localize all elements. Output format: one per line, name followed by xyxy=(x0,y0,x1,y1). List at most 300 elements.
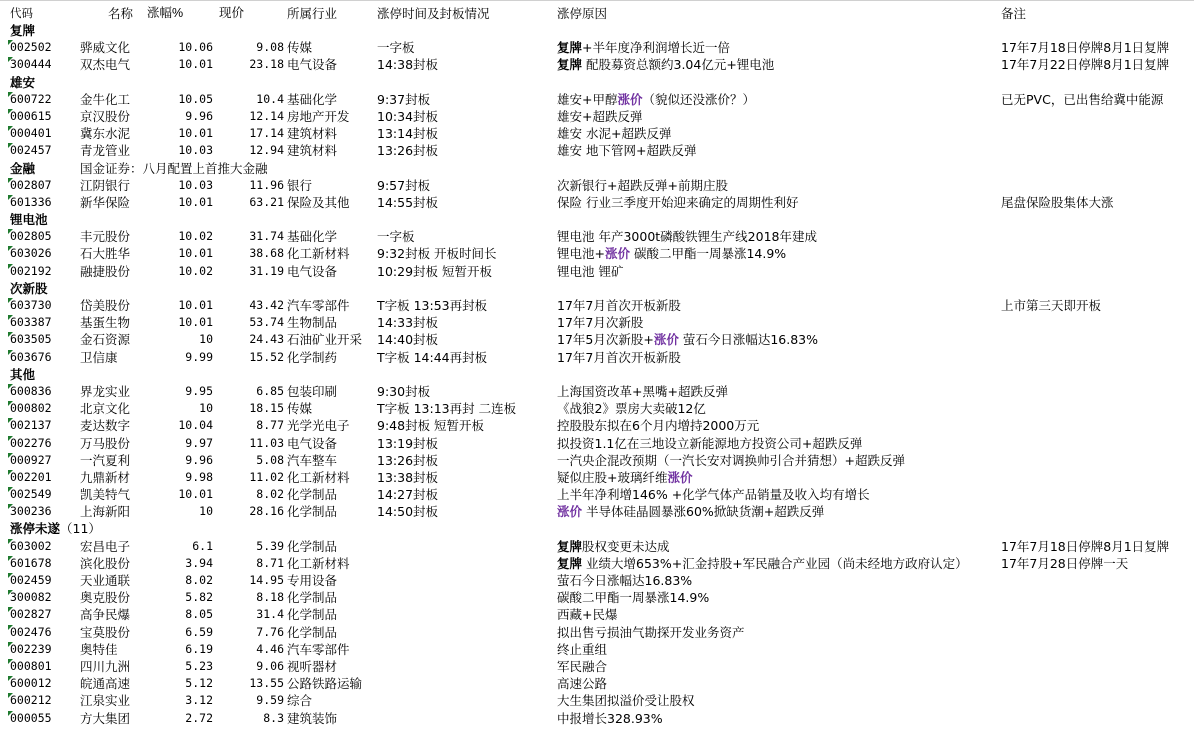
code-cell[interactable]: 601678 xyxy=(10,555,52,570)
name-cell[interactable]: 宝莫股份 xyxy=(80,624,131,640)
name-cell[interactable]: 万马股份 xyxy=(80,435,131,451)
code-cell[interactable]: 002192 xyxy=(10,263,52,278)
seal-cell[interactable]: 14:40封板 xyxy=(377,332,439,348)
reason-cell[interactable] xyxy=(557,710,1000,727)
seal-cell[interactable]: 9:30封板 xyxy=(377,383,431,399)
price-cell[interactable]: 11.03 xyxy=(249,435,284,450)
price-cell[interactable]: 53.74 xyxy=(249,315,284,330)
price-cell[interactable]: 8.18 xyxy=(256,590,284,605)
note-cell[interactable] xyxy=(1001,710,1194,727)
note-cell[interactable]: 已无PVC，已出售给冀中能源 xyxy=(1001,91,1164,107)
code-cell[interactable]: 002807 xyxy=(10,177,52,192)
name-cell[interactable]: 基蛋生物 xyxy=(80,315,131,331)
name-cell[interactable]: 界龙实业 xyxy=(80,383,131,399)
pct-cell[interactable]: 10 xyxy=(199,504,213,519)
header-name[interactable]: 名称 xyxy=(108,6,134,21)
note-cell[interactable] xyxy=(1001,125,1194,142)
seal-cell[interactable] xyxy=(377,606,553,623)
note-cell[interactable] xyxy=(1001,383,1194,400)
header-pct[interactable]: 涨幅% xyxy=(147,6,184,20)
note-cell[interactable] xyxy=(1001,245,1194,262)
industry-cell[interactable]: 石油矿业开采 xyxy=(287,332,363,348)
pct-cell[interactable]: 10 xyxy=(199,332,213,347)
note-cell[interactable] xyxy=(1001,469,1194,486)
section-row xyxy=(0,74,1194,91)
price-cell[interactable]: 8.71 xyxy=(256,555,284,570)
industry-cell[interactable]: 银行 xyxy=(287,177,313,193)
price-cell[interactable]: 17.14 xyxy=(249,126,284,141)
code-cell[interactable]: 000927 xyxy=(10,452,52,467)
seal-cell[interactable]: T字板 13:13再封 二连板 xyxy=(377,401,517,417)
seal-cell[interactable]: T字板 13:53再封板 xyxy=(377,298,488,313)
pct-cell[interactable]: 10.05 xyxy=(178,91,213,106)
name-cell[interactable]: 双杰电气 xyxy=(80,57,131,73)
table-row xyxy=(0,297,1194,314)
price-cell[interactable]: 14.95 xyxy=(249,573,284,587)
industry-cell[interactable]: 化学制品 xyxy=(287,590,338,606)
reason-cell[interactable] xyxy=(557,555,1000,572)
code-cell[interactable]: 002476 xyxy=(10,624,52,639)
pct-cell[interactable]: 8.05 xyxy=(185,607,213,622)
price-cell[interactable]: 10.4 xyxy=(256,91,284,106)
seal-cell[interactable] xyxy=(377,658,553,675)
seal-cell[interactable] xyxy=(377,555,553,572)
industry-cell[interactable]: 传媒 xyxy=(287,40,313,56)
price-cell[interactable]: 24.43 xyxy=(249,332,284,347)
industry-cell[interactable]: 汽车零部件 xyxy=(287,641,350,657)
code-cell[interactable]: 002457 xyxy=(10,143,52,158)
reason-cell[interactable] xyxy=(557,177,1000,194)
code-cell[interactable]: 002276 xyxy=(10,435,52,450)
reason-cell[interactable] xyxy=(557,692,1000,709)
industry-cell[interactable]: 电气设备 xyxy=(287,263,338,279)
code-cell[interactable]: 603730 xyxy=(10,298,52,312)
reason-cell[interactable] xyxy=(557,435,1000,452)
code-cell[interactable]: 300236 xyxy=(10,504,52,519)
pct-cell[interactable]: 2.72 xyxy=(185,710,213,725)
seal-cell[interactable]: 一字板 xyxy=(377,40,415,56)
code-cell[interactable]: 603676 xyxy=(10,349,52,364)
industry-cell[interactable]: 公路铁路运输 xyxy=(287,676,363,692)
seal-cell[interactable]: 14:50封板 xyxy=(377,504,439,520)
name-cell[interactable]: 方大集团 xyxy=(80,710,131,726)
industry-cell[interactable]: 建筑装饰 xyxy=(287,710,338,726)
industry-cell[interactable]: 保险及其他 xyxy=(287,194,350,210)
name-cell[interactable]: 京汉股份 xyxy=(80,108,131,124)
name-cell[interactable]: 丰元股份 xyxy=(80,229,131,245)
name-cell[interactable]: 骅威文化 xyxy=(80,40,131,56)
note-cell[interactable] xyxy=(1001,417,1194,434)
code-cell[interactable]: 002137 xyxy=(10,418,52,433)
section-title[interactable]: 涨停未遂（11） xyxy=(10,521,101,537)
reason-cell[interactable] xyxy=(557,91,1000,108)
reason-cell[interactable] xyxy=(557,675,1000,692)
industry-cell[interactable]: 生物制品 xyxy=(287,315,338,331)
price-cell[interactable]: 13.55 xyxy=(249,676,284,691)
reason-cell[interactable] xyxy=(557,125,1000,142)
header-code[interactable]: 代码 xyxy=(10,6,33,20)
section-title[interactable]: 锂电池 xyxy=(10,212,48,228)
code-cell[interactable]: 000401 xyxy=(10,126,52,141)
reason-cell[interactable] xyxy=(557,452,1000,469)
industry-cell[interactable]: 基础化学 xyxy=(287,91,338,107)
price-cell[interactable]: 18.15 xyxy=(249,401,284,416)
reason-cell[interactable] xyxy=(557,589,1000,606)
name-cell[interactable]: 奥特佳 xyxy=(80,641,118,657)
section-title[interactable]: 金融 xyxy=(10,160,36,176)
reason-text: 疑似庄股+玻璃纤维 xyxy=(557,469,668,485)
seal-cell[interactable]: 9:32封板 开板时间长 xyxy=(377,246,497,262)
note-cell[interactable] xyxy=(1001,435,1194,452)
note-cell[interactable] xyxy=(1001,108,1194,125)
reason-cell[interactable] xyxy=(557,108,1000,125)
price-cell[interactable]: 11.96 xyxy=(249,177,284,192)
industry-cell[interactable]: 建筑材料 xyxy=(287,143,338,159)
industry-cell[interactable]: 电气设备 xyxy=(287,57,338,73)
seal-cell[interactable]: 13:26封板 xyxy=(377,143,439,159)
industry-cell[interactable]: 化学制品 xyxy=(287,624,338,640)
note-cell[interactable]: 17年7月22日停牌8月1日复牌 xyxy=(1001,57,1170,73)
reason-cell[interactable] xyxy=(557,263,1000,280)
note-cell[interactable] xyxy=(1001,142,1194,159)
pct-cell[interactable]: 10.03 xyxy=(178,177,213,192)
pct-cell[interactable]: 10.01 xyxy=(178,315,213,330)
industry-cell[interactable]: 化学制药 xyxy=(287,349,338,365)
pct-cell[interactable]: 5.12 xyxy=(185,676,213,691)
pct-cell[interactable]: 9.96 xyxy=(185,452,213,467)
seal-cell[interactable] xyxy=(377,572,553,589)
seal-cell[interactable] xyxy=(377,624,553,641)
name-cell[interactable]: 青龙管业 xyxy=(80,143,131,159)
note-cell[interactable] xyxy=(1001,606,1194,623)
name-cell[interactable]: 金牛化工 xyxy=(80,91,131,107)
reason-cell[interactable] xyxy=(557,538,1000,555)
seal-cell[interactable]: 14:55封板 xyxy=(377,194,439,210)
seal-cell[interactable]: 14:33封板 xyxy=(377,315,439,331)
code-cell[interactable]: 600012 xyxy=(10,676,52,691)
pct-cell[interactable]: 10.01 xyxy=(178,298,213,312)
price-cell[interactable]: 28.16 xyxy=(249,504,284,519)
name-cell[interactable]: 北京文化 xyxy=(80,401,131,417)
industry-cell[interactable]: 视听器材 xyxy=(287,658,338,674)
pct-cell[interactable]: 5.23 xyxy=(185,658,213,673)
reason-cell[interactable] xyxy=(557,624,1000,641)
reason-text: 复牌 xyxy=(557,555,583,571)
pct-cell[interactable]: 10.06 xyxy=(178,40,213,55)
note-cell[interactable] xyxy=(1001,589,1194,606)
seal-cell[interactable]: 14:38封板 xyxy=(377,57,439,73)
pct-cell[interactable]: 6.59 xyxy=(185,624,213,639)
pct-cell[interactable]: 6.1 xyxy=(192,538,213,553)
seal-cell[interactable]: 9:37封板 xyxy=(377,91,431,107)
name-cell[interactable]: 上海新阳 xyxy=(80,504,131,520)
price-cell[interactable]: 5.08 xyxy=(256,452,284,467)
reason-cell[interactable] xyxy=(557,142,1000,159)
industry-cell[interactable]: 化工新材料 xyxy=(287,246,350,262)
code-cell[interactable]: 600212 xyxy=(10,693,52,708)
reason-cell[interactable] xyxy=(557,349,1000,366)
name-cell[interactable]: 宏昌电子 xyxy=(80,538,131,554)
header-seal[interactable]: 涨停时间及封板情况 xyxy=(377,6,490,21)
reason-cell[interactable] xyxy=(557,572,1000,589)
note-cell[interactable]: 17年7月28日停牌一天 xyxy=(1001,555,1129,571)
note-cell[interactable] xyxy=(1001,692,1194,709)
seal-cell[interactable]: T字板 14:44再封板 xyxy=(377,349,488,365)
pct-cell[interactable]: 9.99 xyxy=(185,349,213,364)
price-cell[interactable]: 9.06 xyxy=(256,658,284,673)
note-cell[interactable] xyxy=(1001,331,1194,348)
reason-cell[interactable] xyxy=(557,417,1000,434)
name-cell[interactable]: 石大胜华 xyxy=(80,246,131,262)
seal-cell[interactable] xyxy=(377,641,553,658)
header-industry[interactable]: 所属行业 xyxy=(287,6,338,21)
code-cell[interactable]: 603505 xyxy=(10,332,52,347)
price-cell[interactable]: 31.4 xyxy=(256,607,284,622)
reason-cell[interactable] xyxy=(557,400,1000,417)
seal-cell[interactable]: 9:57封板 xyxy=(377,177,431,193)
code-cell[interactable]: 000055 xyxy=(10,710,52,725)
note-cell[interactable] xyxy=(1001,486,1194,503)
section-title[interactable]: 其他 xyxy=(10,366,36,382)
price-cell[interactable]: 31.19 xyxy=(249,263,284,278)
note-cell[interactable]: 上市第三天即开板 xyxy=(1001,298,1102,313)
name-cell[interactable]: 奥克股份 xyxy=(80,590,131,606)
price-cell[interactable]: 8.77 xyxy=(256,418,284,433)
price-cell[interactable]: 31.74 xyxy=(249,229,284,244)
price-cell[interactable]: 7.76 xyxy=(256,624,284,639)
price-cell[interactable]: 38.68 xyxy=(249,246,284,261)
reason-cell[interactable] xyxy=(557,194,1000,211)
note-cell[interactable] xyxy=(1001,400,1194,417)
seal-cell[interactable]: 13:14封板 xyxy=(377,126,439,142)
code-cell[interactable]: 002201 xyxy=(10,469,52,484)
header-note[interactable]: 备注 xyxy=(1001,6,1027,21)
reason-text: 雄安+超跌反弹 xyxy=(557,108,643,124)
industry-cell[interactable]: 电气设备 xyxy=(287,435,338,451)
price-cell[interactable]: 5.39 xyxy=(256,538,284,553)
pct-cell[interactable]: 9.96 xyxy=(185,108,213,123)
price-cell[interactable]: 9.59 xyxy=(256,693,284,708)
price-cell[interactable]: 8.3 xyxy=(263,710,284,725)
name-cell[interactable]: 江阴银行 xyxy=(80,177,131,193)
section-note[interactable]: 国金证券：八月配置上首推大金融 xyxy=(80,160,268,176)
pct-cell[interactable]: 10.02 xyxy=(178,229,213,244)
pct-cell[interactable]: 3.12 xyxy=(185,693,213,708)
code-cell[interactable]: 002827 xyxy=(10,607,52,622)
pct-cell[interactable]: 10.01 xyxy=(178,194,213,209)
name-cell[interactable]: 四川九洲 xyxy=(80,658,131,674)
pct-cell[interactable]: 10 xyxy=(199,401,213,416)
note-cell[interactable] xyxy=(1001,228,1194,245)
industry-cell[interactable]: 化学制品 xyxy=(287,607,338,623)
reason-cell[interactable] xyxy=(557,503,1000,520)
note-cell[interactable] xyxy=(1001,624,1194,641)
industry-cell[interactable]: 化学制品 xyxy=(287,487,338,503)
section-title[interactable]: 复牌 xyxy=(10,23,36,38)
pct-cell[interactable]: 9.97 xyxy=(185,435,213,450)
header-price[interactable]: 现价 xyxy=(219,6,245,20)
code-cell[interactable]: 603002 xyxy=(10,538,52,553)
code-cell[interactable]: 000801 xyxy=(10,658,52,673)
reason-cell[interactable] xyxy=(557,39,1000,56)
price-cell[interactable]: 15.52 xyxy=(249,349,284,364)
reason-cell[interactable] xyxy=(557,56,1000,73)
note-cell[interactable] xyxy=(1001,503,1194,520)
note-cell[interactable] xyxy=(1001,314,1194,331)
seal-cell[interactable] xyxy=(377,589,553,606)
name-cell[interactable]: 新华保险 xyxy=(80,194,131,210)
seal-cell[interactable] xyxy=(377,710,553,727)
note-cell[interactable] xyxy=(1001,452,1194,469)
pct-cell[interactable]: 8.02 xyxy=(185,573,213,587)
code-cell[interactable]: 002549 xyxy=(10,487,52,502)
price-cell[interactable]: 43.42 xyxy=(249,298,284,312)
name-cell[interactable]: 皖通高速 xyxy=(80,676,131,692)
seal-cell[interactable] xyxy=(377,675,553,692)
reason-text: 碳酸二甲酯一周暴涨14.9% xyxy=(557,590,710,606)
reason-cell[interactable] xyxy=(557,658,1000,675)
price-cell[interactable]: 4.46 xyxy=(256,641,284,656)
section-title[interactable]: 次新股 xyxy=(10,280,48,296)
note-cell[interactable]: 17年7月18日停牌8月1日复牌 xyxy=(1001,538,1170,554)
industry-cell[interactable]: 化学制品 xyxy=(287,504,338,520)
industry-cell[interactable]: 化学制品 xyxy=(287,538,338,554)
name-cell[interactable]: 冀东水泥 xyxy=(80,126,131,142)
name-cell[interactable]: 融捷股份 xyxy=(80,263,131,279)
name-cell[interactable]: 滨化股份 xyxy=(80,555,131,571)
reason-cell[interactable] xyxy=(557,383,1000,400)
code-cell[interactable]: 300444 xyxy=(10,57,52,72)
pct-cell[interactable]: 10.03 xyxy=(178,143,213,158)
name-cell[interactable]: 麦达数字 xyxy=(80,418,131,434)
industry-cell[interactable]: 化工新材料 xyxy=(287,555,350,571)
code-cell[interactable]: 000615 xyxy=(10,108,52,123)
industry-cell[interactable]: 化工新材料 xyxy=(287,469,350,485)
seal-cell[interactable]: 13:38封板 xyxy=(377,469,439,485)
code-cell[interactable]: 600836 xyxy=(10,383,52,398)
price-cell[interactable]: 11.02 xyxy=(249,469,284,484)
price-cell[interactable]: 8.02 xyxy=(256,487,284,502)
name-cell[interactable]: 凯美特气 xyxy=(80,487,131,503)
name-cell[interactable]: 天业通联 xyxy=(80,573,131,588)
pct-cell[interactable]: 5.82 xyxy=(185,590,213,605)
seal-cell[interactable]: 9:48封板 短暂开板 xyxy=(377,418,485,434)
reason-text: 锂电池+ xyxy=(557,246,605,262)
code-cell[interactable]: 002459 xyxy=(10,573,52,587)
reason-cell[interactable] xyxy=(557,606,1000,623)
reason-cell[interactable] xyxy=(557,486,1000,503)
code-cell[interactable]: 300082 xyxy=(10,590,52,605)
price-cell[interactable]: 23.18 xyxy=(249,57,284,72)
table-row xyxy=(0,692,1194,709)
reason-cell[interactable] xyxy=(557,641,1000,658)
note-cell[interactable] xyxy=(1001,675,1194,692)
code-cell[interactable]: 603026 xyxy=(10,246,52,261)
pct-cell[interactable]: 10.02 xyxy=(178,263,213,278)
note-cell[interactable] xyxy=(1001,658,1194,675)
seal-cell[interactable] xyxy=(377,538,553,555)
pct-cell[interactable]: 3.94 xyxy=(185,555,213,570)
seal-cell[interactable] xyxy=(377,692,553,709)
code-cell[interactable]: 601336 xyxy=(10,194,52,209)
seal-cell[interactable]: 13:19封板 xyxy=(377,435,439,451)
code-cell[interactable]: 000802 xyxy=(10,401,52,416)
note-cell[interactable]: 17年7月18日停牌8月1日复牌 xyxy=(1001,40,1170,56)
industry-cell[interactable]: 房地产开发 xyxy=(287,108,350,124)
reason-text: 上海国资改革+黑嘴+超跌反弹 xyxy=(557,383,728,399)
pct-cell[interactable]: 10.04 xyxy=(178,418,213,433)
name-cell[interactable]: 九鼎新材 xyxy=(80,469,131,485)
reason-cell[interactable] xyxy=(557,245,1000,262)
name-cell[interactable]: 高争民爆 xyxy=(80,607,131,623)
name-cell[interactable]: 江泉实业 xyxy=(80,693,131,709)
price-cell[interactable]: 9.08 xyxy=(256,40,284,55)
note-cell[interactable] xyxy=(1001,641,1194,658)
name-cell[interactable]: 一汽夏利 xyxy=(80,452,131,468)
pct-cell[interactable]: 10.01 xyxy=(178,487,213,502)
pct-cell[interactable]: 10.01 xyxy=(178,246,213,261)
reason-cell[interactable] xyxy=(557,228,1000,245)
code-cell[interactable]: 603387 xyxy=(10,315,52,330)
note-cell[interactable] xyxy=(1001,349,1194,366)
industry-cell[interactable]: 传媒 xyxy=(287,401,313,417)
reason-cell[interactable] xyxy=(557,314,1000,331)
industry-cell[interactable]: 包装印刷 xyxy=(287,383,338,399)
reason-text: 涨价 xyxy=(653,332,679,348)
reason-cell[interactable] xyxy=(557,297,1000,314)
code-cell[interactable]: 002239 xyxy=(10,641,52,656)
industry-cell[interactable]: 基础化学 xyxy=(287,229,338,245)
name-cell[interactable]: 卫信康 xyxy=(80,349,118,365)
industry-cell[interactable]: 汽车零部件 xyxy=(287,298,350,313)
section-title[interactable]: 雄安 xyxy=(10,74,36,90)
pct-cell[interactable]: 10.01 xyxy=(178,126,213,141)
code-cell[interactable]: 002502 xyxy=(10,40,52,55)
code-cell[interactable]: 002805 xyxy=(10,229,52,244)
pct-cell[interactable]: 9.98 xyxy=(185,469,213,484)
seal-cell[interactable]: 10:34封板 xyxy=(377,108,439,124)
note-cell[interactable] xyxy=(1001,177,1194,194)
seal-cell[interactable]: 10:29封板 短暂开板 xyxy=(377,263,492,279)
price-cell[interactable]: 12.94 xyxy=(249,143,284,158)
note-cell[interactable]: 尾盘保险股集体大涨 xyxy=(1001,194,1114,210)
price-cell[interactable]: 12.14 xyxy=(249,108,284,123)
seal-cell[interactable]: 14:27封板 xyxy=(377,487,439,503)
price-cell[interactable]: 63.21 xyxy=(249,194,284,209)
industry-cell[interactable]: 专用设备 xyxy=(287,573,338,588)
code-cell[interactable]: 600722 xyxy=(10,91,52,106)
reason-text: 雄安 地下管网+超跌反弹 xyxy=(557,143,697,159)
name-cell[interactable]: 岱美股份 xyxy=(80,298,131,313)
industry-cell[interactable]: 光学光电子 xyxy=(287,418,350,434)
table-row xyxy=(0,194,1194,211)
industry-cell[interactable]: 建筑材料 xyxy=(287,126,338,142)
pct-cell[interactable]: 9.95 xyxy=(185,383,213,398)
note-cell[interactable] xyxy=(1001,572,1194,589)
reason-cell[interactable] xyxy=(557,469,1000,486)
name-cell[interactable]: 金石资源 xyxy=(80,332,131,348)
seal-cell[interactable]: 13:26封板 xyxy=(377,452,439,468)
price-cell[interactable]: 6.85 xyxy=(256,383,284,398)
note-cell[interactable] xyxy=(1001,263,1194,280)
industry-cell[interactable]: 综合 xyxy=(287,693,313,709)
industry-cell[interactable]: 汽车整车 xyxy=(287,452,338,468)
pct-cell[interactable]: 6.19 xyxy=(185,641,213,656)
pct-cell[interactable]: 10.01 xyxy=(178,57,213,72)
header-reason[interactable]: 涨停原因 xyxy=(557,6,608,21)
seal-cell[interactable]: 一字板 xyxy=(377,229,415,245)
reason-cell[interactable] xyxy=(557,331,1000,348)
